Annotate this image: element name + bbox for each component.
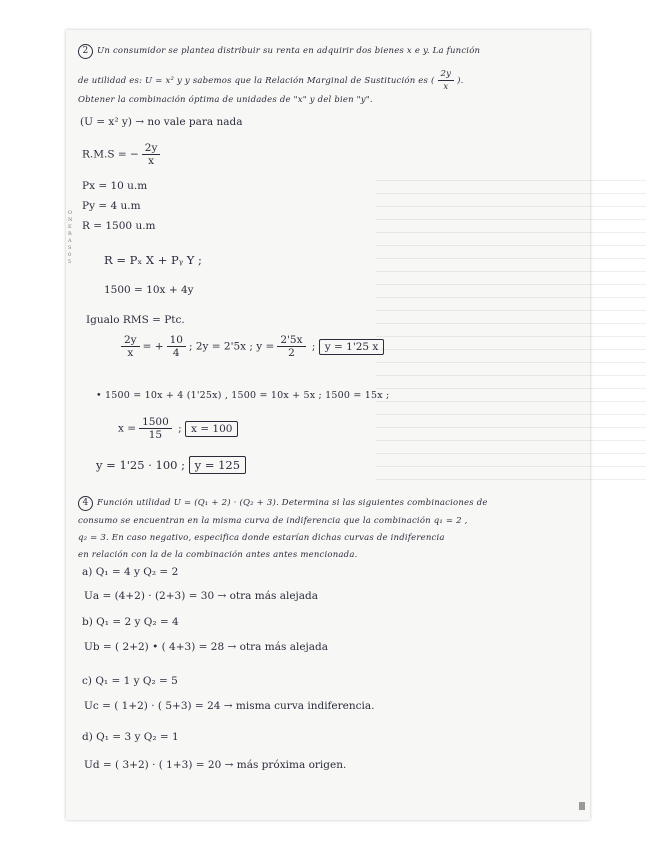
rms-fraction: $\frac{2y}{x}$ xyxy=(438,68,455,93)
equation-line: $\frac{2y}{x}$ = + $\frac{10}{4}$ ; 2y = 2'5x ; y = $\frac{2'5x}{2}$ ; y = 1'25 x xyxy=(118,334,384,359)
income: R = 1500 u.m xyxy=(82,220,156,232)
price-x: Px = 10 u.m xyxy=(82,180,148,192)
page-corner-mark xyxy=(579,802,585,810)
utility-definition: (U = x² y) → no vale para nada xyxy=(80,116,243,128)
problem-4-line-2: consumo se encuentran en la misma curva de indiferencia que la combinación q₁ = 2 , xyxy=(78,516,468,526)
x-result-box: x = 100 xyxy=(185,421,238,437)
equate-label: Igualo RMS = Ptc. xyxy=(86,314,185,326)
y-solution: y = 1'25 · 100 ; y = 125 xyxy=(96,458,246,472)
case-d-calculation: Ud = ( 3+2) · ( 1+3) = 20 → más próxima origen. xyxy=(84,759,347,771)
substitution-line: • 1500 = 10x + 4 (1'25x) , 1500 = 10x + 5x ; 1500 = 15x ; xyxy=(96,390,390,401)
ink-bleed-through xyxy=(376,180,646,480)
problem-2-line-3: Obtener la combinación óptima de unidades de "x" y del bien "y". xyxy=(78,95,373,105)
case-c-heading: c) Q₁ = 1 y Q₂ = 5 xyxy=(82,675,178,687)
y-result-box: y = 125 xyxy=(189,456,246,474)
case-b-heading: b) Q₁ = 2 y Q₂ = 4 xyxy=(82,616,179,628)
problem-2-line-2: de utilidad es: U = x² y y sabemos que la Relación Marginal de Sustitución es ( $\frac{2y}{x}$ ). xyxy=(78,69,464,92)
problem-2-number: 2 xyxy=(78,44,93,59)
problem-4-line-3: q₂ = 3. En caso negativo, especifica donde estarían dichas curvas de indiferencia xyxy=(78,533,445,543)
case-d-heading: d) Q₁ = 3 y Q₂ = 1 xyxy=(82,731,179,743)
case-b-calculation: Ub = ( 2+2) • ( 4+3) = 28 → otra más alejada xyxy=(84,641,329,653)
problem-2-line-1: 2 Un consumidor se plantea distribuir su renta en adquirir dos bienes x e y. La función xyxy=(78,44,480,59)
case-c-calculation: Uc = ( 1+2) · ( 5+3) = 24 → misma curva indiferencia. xyxy=(84,700,375,712)
x-solution: x = $\frac{1500}{15}$ ; x = 100 xyxy=(118,416,238,441)
y-relation-box: y = 1'25 x xyxy=(319,339,385,355)
problem-4-line-1: 4 Función utilidad U = (Q₁ + 2) · (Q₂ + 3). Determina si las siguientes combinaciones de xyxy=(78,496,488,511)
case-a-calculation: Ua = (4+2) · (2+3) = 30 → otra más alejada xyxy=(84,590,319,602)
rms-expression: R.M.S = − $\frac{2y}{x}$ xyxy=(82,142,163,167)
budget-numeric: 1500 = 10x + 4y xyxy=(104,284,194,296)
problem-4-number: 4 xyxy=(78,496,93,511)
problem-4-line-4: en relación con la de la combinación antes antes mencionada. xyxy=(78,550,358,560)
margin-mark: ONERAS05 xyxy=(68,210,73,265)
price-y: Py = 4 u.m xyxy=(82,200,141,212)
budget-general: R = Pₓ X + Pᵧ Y ; xyxy=(104,253,202,267)
case-a-heading: a) Q₁ = 4 y Q₂ = 2 xyxy=(82,566,179,578)
